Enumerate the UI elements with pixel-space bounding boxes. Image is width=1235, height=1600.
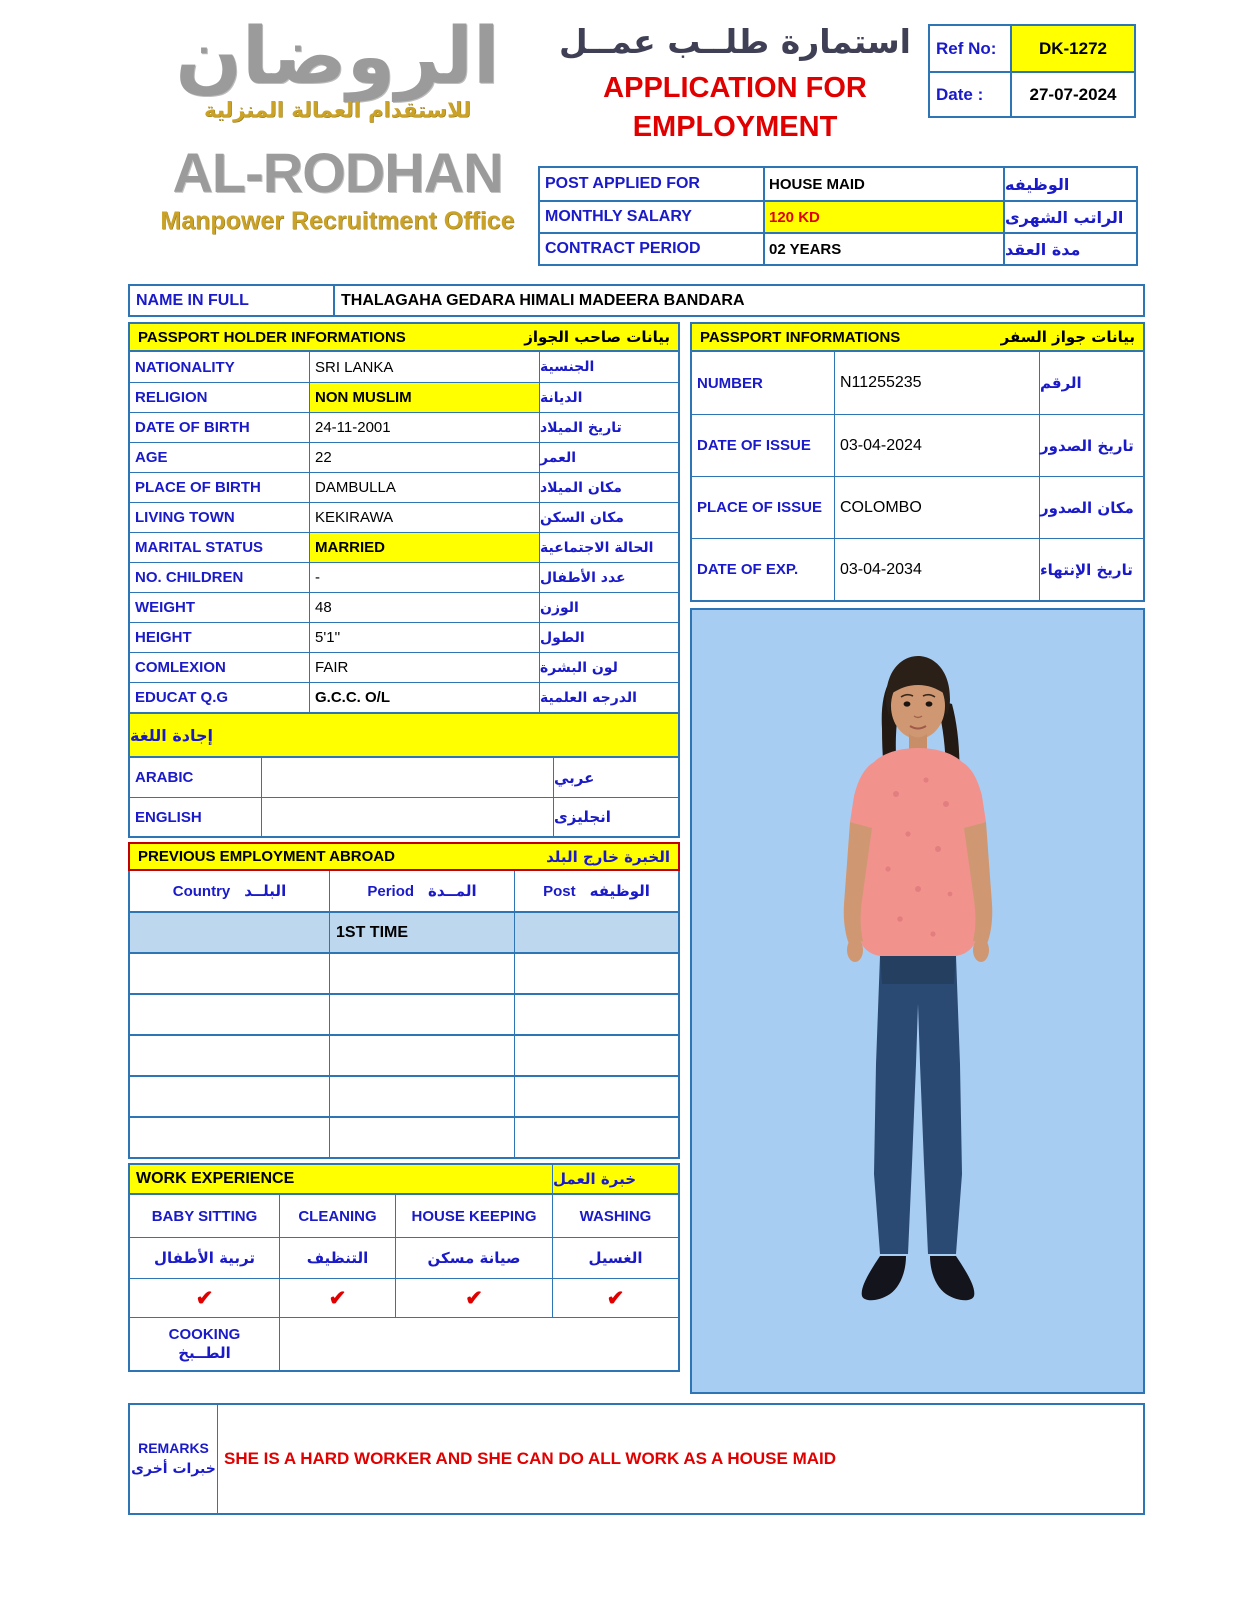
washing-checkmark-icon: ✔ bbox=[606, 1286, 625, 1310]
contract-period-arabic: مدة العقد bbox=[1005, 239, 1081, 259]
complexion-label: COMLEXION bbox=[130, 653, 310, 682]
religion-arabic: الديانة bbox=[540, 389, 583, 406]
weight-value: 48 bbox=[310, 593, 540, 622]
english-language-value bbox=[262, 798, 554, 836]
ref-date-table bbox=[928, 24, 1136, 118]
nationality-value: SRI LANKA bbox=[310, 352, 540, 382]
name-in-full-row bbox=[128, 284, 1145, 317]
english-language-label: ENGLISH bbox=[130, 798, 262, 836]
post-applied-arabic: الوظيفه bbox=[1005, 174, 1070, 194]
place-of-birth-value: DAMBULLA bbox=[310, 473, 540, 502]
table-row-date-of-issue bbox=[692, 414, 1143, 476]
cooking-label-ar: الطــبخ bbox=[178, 1344, 231, 1362]
form-title-line1: APPLICATION FOR bbox=[603, 72, 867, 104]
contract-period-row bbox=[540, 232, 1136, 264]
baby-sitting-label: BABY SITTING bbox=[130, 1195, 280, 1237]
passport-holder-header bbox=[128, 322, 680, 352]
previous-employment-empty-row bbox=[130, 1034, 678, 1075]
passport-info-header-en: PASSPORT INFORMATIONS bbox=[700, 328, 901, 346]
cleaning-arabic: التنظيف bbox=[280, 1238, 396, 1278]
logo-name: AL-RODHAN bbox=[172, 141, 503, 204]
country-column-header bbox=[130, 871, 330, 911]
first-row-post bbox=[515, 913, 678, 952]
monthly-salary-row bbox=[540, 200, 1136, 232]
passport-info-table bbox=[690, 352, 1145, 602]
table-row-weight bbox=[130, 592, 678, 622]
monthly-salary-label: MONTHLY SALARY bbox=[540, 202, 765, 232]
table-row-place-of-issue bbox=[692, 476, 1143, 538]
previous-employment-first-row bbox=[130, 911, 678, 952]
no-children-value: - bbox=[310, 563, 540, 592]
cooking-label-en: COOKING bbox=[168, 1325, 241, 1343]
passport-info-header bbox=[690, 322, 1145, 352]
page-header bbox=[0, 0, 1235, 280]
applicant-photo bbox=[690, 608, 1145, 1394]
english-language-arabic: انجليزى bbox=[554, 808, 611, 826]
previous-employment-column-headers bbox=[130, 871, 678, 911]
complexion-arabic: لون البشرة bbox=[540, 659, 618, 676]
previous-employment-empty-row bbox=[130, 952, 678, 993]
logo-arabic-subtitle: للاستقدام العمالة المنزلية bbox=[203, 98, 472, 122]
religion-value: NON MUSLIM bbox=[310, 383, 540, 412]
cooking-label bbox=[130, 1318, 280, 1370]
table-row-religion bbox=[130, 382, 678, 412]
table-row-arabic-language bbox=[130, 758, 678, 797]
table-row-complexion bbox=[130, 652, 678, 682]
nationality-arabic: الجنسية bbox=[540, 359, 595, 375]
passport-holder-column bbox=[128, 322, 680, 1372]
passport-info-column bbox=[690, 322, 1145, 1394]
date-of-expiry-label: DATE OF EXP. bbox=[692, 539, 835, 600]
language-table bbox=[128, 758, 680, 838]
table-row-height bbox=[130, 622, 678, 652]
table-row-passport-number bbox=[692, 352, 1143, 414]
ref-no-row bbox=[930, 26, 1134, 71]
first-row-period: 1ST TIME bbox=[330, 913, 515, 952]
date-of-issue-value: 03-04-2024 bbox=[835, 415, 1040, 476]
cleaning-label: CLEANING bbox=[280, 1195, 396, 1237]
religion-label: RELIGION bbox=[130, 383, 310, 412]
contract-period-label: CONTRACT PERIOD bbox=[540, 234, 765, 264]
marital-status-arabic: الحالة الاجتماعية bbox=[540, 539, 654, 556]
remarks-row bbox=[128, 1403, 1145, 1515]
table-row-living-town bbox=[130, 502, 678, 532]
form-title bbox=[545, 22, 925, 147]
date-row bbox=[930, 71, 1134, 116]
table-row-age bbox=[130, 442, 678, 472]
post-header-en: Post bbox=[543, 882, 576, 900]
name-in-full-value: THALAGAHA GEDARA HIMALI MADEERA BANDARA bbox=[341, 291, 745, 309]
date-value: 27-07-2024 bbox=[1029, 84, 1117, 104]
house-keeping-arabic: صيانة مسكن bbox=[396, 1238, 553, 1278]
previous-employment-header-en: PREVIOUS EMPLOYMENT ABROAD bbox=[138, 848, 395, 865]
remarks-text: SHE IS A HARD WORKER AND SHE CAN DO ALL WORK AS A HOUSE MAID bbox=[224, 1449, 837, 1468]
table-row-date-of-expiry bbox=[692, 538, 1143, 600]
marital-status-label: MARITAL STATUS bbox=[130, 533, 310, 562]
house-keeping-label: HOUSE KEEPING bbox=[396, 1195, 553, 1237]
post-header-ar: الوظيفه bbox=[589, 882, 650, 900]
remarks-label-en: REMARKS bbox=[138, 1440, 209, 1456]
work-experience-table bbox=[128, 1195, 680, 1372]
post-applied-label: POST APPLIED FOR bbox=[540, 168, 765, 200]
table-row-education bbox=[130, 682, 678, 712]
work-experience-header-en: WORK EXPERIENCE bbox=[130, 1165, 553, 1193]
table-row-english-language bbox=[130, 797, 678, 836]
place-of-issue-value: COLOMBO bbox=[835, 477, 1040, 538]
cooking-row bbox=[130, 1317, 678, 1370]
work-experience-header-ar: خبرة العمل bbox=[553, 1170, 637, 1188]
passport-number-arabic: الرقم bbox=[1040, 374, 1082, 392]
date-of-birth-value: 24-11-2001 bbox=[310, 413, 540, 442]
ref-no-value: DK-1272 bbox=[1012, 26, 1134, 71]
living-town-value: KEKIRAWA bbox=[310, 503, 540, 532]
period-header-en: Period bbox=[367, 882, 415, 900]
name-in-full-label: NAME IN FULL bbox=[130, 286, 335, 315]
arabic-language-label: ARABIC bbox=[130, 758, 262, 797]
height-label: HEIGHT bbox=[130, 623, 310, 652]
complexion-value: FAIR bbox=[310, 653, 540, 682]
passport-number-value: N11255235 bbox=[835, 352, 1040, 414]
date-of-issue-label: DATE OF ISSUE bbox=[692, 415, 835, 476]
passport-holder-header-ar: بيانات صاحب الجواز bbox=[524, 328, 670, 346]
arabic-language-value bbox=[262, 758, 554, 797]
work-experience-checkmarks bbox=[130, 1278, 678, 1317]
work-experience-skill-names bbox=[130, 1195, 678, 1237]
baby-sitting-checkmark-icon: ✔ bbox=[130, 1279, 280, 1317]
work-experience-skill-names-arabic bbox=[130, 1237, 678, 1278]
no-children-label: NO. CHILDREN bbox=[130, 563, 310, 592]
height-arabic: الطول bbox=[540, 629, 585, 646]
nationality-label: NATIONALITY bbox=[130, 352, 310, 382]
education-value: G.C.C. O/L bbox=[310, 683, 540, 712]
applicant-figure-illustration bbox=[768, 644, 1068, 1344]
marital-status-value: MARRIED bbox=[310, 533, 540, 562]
previous-employment-empty-row bbox=[130, 1075, 678, 1116]
passport-holder-table bbox=[128, 352, 680, 714]
passport-holder-header-en: PASSPORT HOLDER INFORMATIONS bbox=[138, 328, 406, 346]
date-of-birth-label: DATE OF BIRTH bbox=[130, 413, 310, 442]
age-value: 22 bbox=[310, 443, 540, 472]
language-proficiency-band: إجادة اللغة bbox=[128, 714, 680, 758]
living-town-label: LIVING TOWN bbox=[130, 503, 310, 532]
table-row-no-children bbox=[130, 562, 678, 592]
post-column-header bbox=[515, 871, 678, 911]
height-value: 5'1'' bbox=[310, 623, 540, 652]
country-header-en: Country bbox=[172, 882, 231, 900]
period-header-ar: المــدة bbox=[428, 882, 477, 900]
post-applied-value: HOUSE MAID bbox=[765, 168, 1005, 200]
form-title-english bbox=[545, 69, 925, 147]
education-label: EDUCAT Q.G bbox=[130, 683, 310, 712]
previous-employment-empty-row bbox=[130, 1116, 678, 1157]
table-row-marital-status bbox=[130, 532, 678, 562]
passport-info-header-ar: بيانات جواز السفر bbox=[1000, 328, 1135, 346]
previous-employment-header-ar: الخبرة خارج البلد bbox=[546, 847, 670, 866]
table-row-place-of-birth bbox=[130, 472, 678, 502]
work-experience-header bbox=[128, 1163, 680, 1195]
date-label: Date : bbox=[930, 73, 1012, 116]
ref-no-label: Ref No: bbox=[930, 26, 1012, 71]
weight-arabic: الوزن bbox=[540, 599, 579, 616]
date-of-expiry-value: 03-04-2034 bbox=[835, 539, 1040, 600]
country-header-ar: البلــد bbox=[244, 882, 287, 900]
application-form bbox=[128, 284, 1145, 1515]
previous-employment-header bbox=[128, 842, 680, 871]
table-row-date-of-birth bbox=[130, 412, 678, 442]
form-title-line2: EMPLOYMENT bbox=[632, 111, 838, 144]
post-applied-table bbox=[538, 166, 1138, 266]
baby-sitting-arabic: تربية الأطفال bbox=[130, 1238, 280, 1278]
education-arabic: الدرجه العلمية bbox=[540, 689, 637, 706]
monthly-salary-value: 120 KD bbox=[765, 202, 1005, 232]
contract-period-value: 02 YEARS bbox=[765, 234, 1005, 264]
place-of-issue-arabic: مكان الصدور bbox=[1040, 498, 1134, 517]
age-label: AGE bbox=[130, 443, 310, 472]
previous-employment-empty-row bbox=[130, 993, 678, 1034]
remarks-label-ar: خبرات أخرى bbox=[131, 1461, 216, 1477]
living-town-arabic: مكان السكن bbox=[540, 509, 624, 526]
form-title-arabic: استمارة طلــب عمــل bbox=[559, 22, 911, 61]
cleaning-checkmark-icon: ✔ bbox=[280, 1279, 396, 1317]
place-of-birth-label: PLACE OF BIRTH bbox=[130, 473, 310, 502]
place-of-birth-arabic: مكان الميلاد bbox=[540, 479, 622, 496]
arabic-language-arabic: عربي bbox=[554, 768, 595, 787]
washing-arabic: الغسيل bbox=[588, 1249, 643, 1267]
cooking-value bbox=[280, 1318, 678, 1370]
logo-tagline: Manpower Recruitment Office bbox=[160, 207, 515, 235]
agency-logo bbox=[140, 12, 535, 236]
washing-label: WASHING bbox=[579, 1207, 652, 1225]
passport-number-label: NUMBER bbox=[692, 352, 835, 414]
date-of-birth-arabic: تاريخ الميلاد bbox=[540, 419, 622, 436]
house-keeping-checkmark-icon: ✔ bbox=[396, 1279, 553, 1317]
logo-arabic-name: الروضان bbox=[175, 12, 500, 102]
period-column-header bbox=[330, 871, 515, 911]
remarks-label bbox=[130, 1405, 218, 1513]
table-row-nationality bbox=[130, 352, 678, 382]
first-row-country bbox=[130, 913, 330, 952]
post-applied-row bbox=[540, 168, 1136, 200]
weight-label: WEIGHT bbox=[130, 593, 310, 622]
monthly-salary-arabic: الراتب الشهرى bbox=[1005, 207, 1124, 227]
place-of-issue-label: PLACE OF ISSUE bbox=[692, 477, 835, 538]
no-children-arabic: عدد الأطفال bbox=[540, 569, 626, 586]
previous-employment-table bbox=[128, 871, 680, 1159]
age-arabic: العمر bbox=[540, 449, 577, 466]
date-of-issue-arabic: تاريخ الصدور bbox=[1040, 436, 1134, 455]
date-of-expiry-arabic: تاريخ الإنتهاء bbox=[1040, 560, 1133, 579]
